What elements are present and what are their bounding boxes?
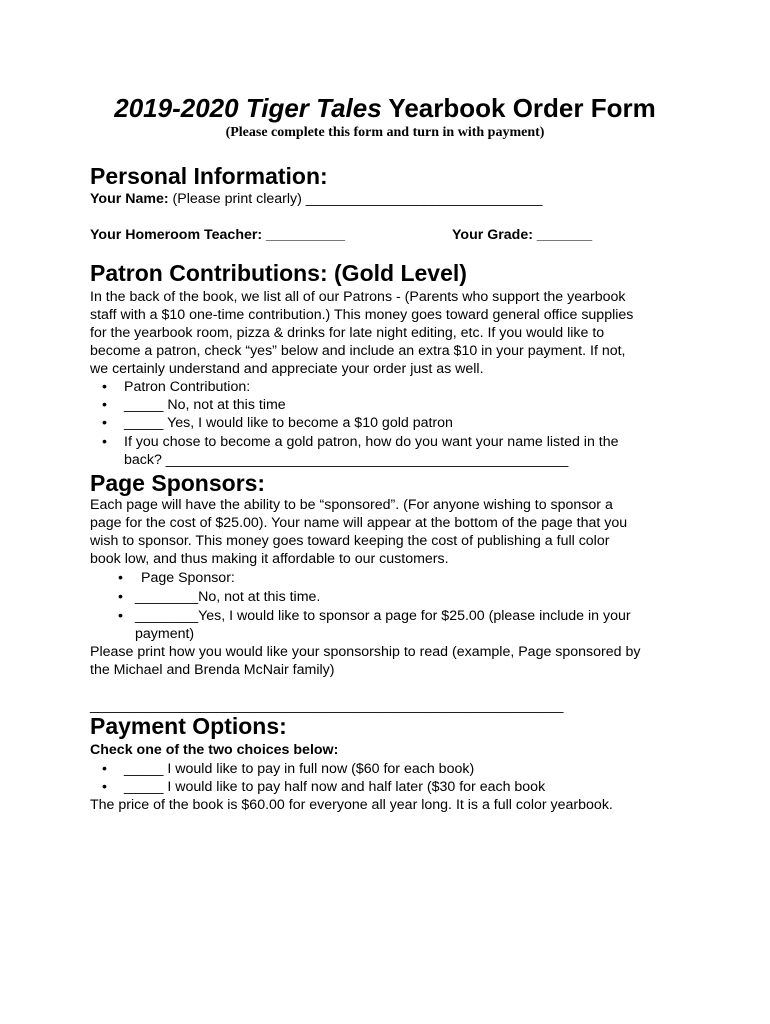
patron-paragraph-line: we certainly understand and appreciate your order just as well. (90, 361, 484, 377)
bullet-icon: • (102, 761, 107, 777)
patron-paragraph-line: staff with a $10 one-time contribution.) This money goes toward general office supplies (90, 307, 634, 323)
bullet-icon: • (102, 779, 107, 795)
name-instruction: (Please print clearly) ______________________________ (168, 191, 543, 207)
bullet-icon: • (102, 415, 107, 431)
page-sponsors-heading: Page Sponsors: (90, 470, 266, 496)
form-title (0, 92, 770, 124)
sponsor-no-option[interactable]: ________No, not at this time. (135, 589, 321, 605)
sponsors-paragraph-line: book low, and thus making it affordable to our customers. (90, 551, 449, 567)
pay-in-full-option[interactable]: _____ I would like to pay in full now ($60 for each book) (124, 761, 475, 777)
patron-no-option[interactable]: _____ No, not at this time (124, 397, 286, 413)
name-field-line[interactable] (90, 190, 542, 208)
grade-field[interactable]: Your Grade: _______ (452, 227, 593, 243)
name-label: Your Name: (90, 191, 169, 207)
sponsor-yes-option[interactable]: ________Yes, I would like to sponsor a page for $25.00 (please include in your (135, 608, 631, 624)
sponsors-paragraph-line: page for the cost of $25.00). Your name will appear at the bottom of the page that you (90, 515, 628, 531)
payment-instruction: Check one of the two choices below: (90, 742, 339, 758)
bullet-icon: • (102, 397, 107, 413)
page-sponsor-label: Page Sponsor: (141, 570, 235, 586)
sponsors-paragraph-line: Each page will have the ability to be “sponsored”. (For anyone wishing to sponsor a (90, 497, 613, 513)
bullet-icon: • (102, 379, 107, 395)
bullet-icon: • (102, 434, 107, 450)
patron-paragraph-line: for the yearbook room, pizza & drinks for late night editing, etc. If you would like to (90, 325, 605, 341)
bullet-icon: • (118, 608, 123, 624)
sponsorship-text-field[interactable]: ____________________________________________________________ (90, 698, 564, 714)
patron-name-listing-question: If you chose to become a gold patron, how do you want your name listed in the (124, 434, 619, 450)
sponsor-yes-option-continued: payment) (135, 626, 195, 642)
personal-info-heading: Personal Information: (90, 163, 328, 189)
form-title-rest: Yearbook Order Form (381, 93, 656, 123)
price-footer: The price of the book is $60.00 for everyone all year long. It is a full color yearbook. (90, 797, 613, 813)
patron-paragraph-line: become a patron, check “yes” below and include an extra $10 in your payment. If not, (90, 343, 626, 359)
sponsorship-instruction-line: the Michael and Brenda McNair family) (90, 662, 335, 678)
payment-options-heading: Payment Options: (90, 713, 287, 739)
patron-heading: Patron Contributions: (Gold Level) (90, 260, 467, 286)
sponsorship-instruction-line: Please print how you would like your sponsorship to read (example, Page sponsored by (90, 644, 641, 660)
homeroom-teacher-field[interactable]: Your Homeroom Teacher: __________ (90, 227, 345, 243)
patron-contribution-label: Patron Contribution: (124, 379, 251, 395)
patron-yes-option[interactable]: _____ Yes, I would like to become a $10 gold patron (124, 415, 453, 431)
bullet-icon: • (118, 589, 123, 605)
pay-half-option[interactable]: _____ I would like to pay half now and half later ($30 for each book (124, 779, 546, 795)
patron-name-listing-field[interactable]: back? ___________________________________________________ (124, 452, 569, 468)
form-subtitle: (Please complete this form and turn in with payment) (225, 125, 545, 140)
form-title-italic: 2019-2020 Tiger Tales (114, 93, 382, 123)
bullet-icon: • (118, 570, 123, 586)
patron-paragraph-line: In the back of the book, we list all of our Patrons - (Parents who support the yearbook (90, 289, 626, 305)
sponsors-paragraph-line: wish to sponsor. This money goes toward keeping the cost of publishing a full color (90, 533, 610, 549)
